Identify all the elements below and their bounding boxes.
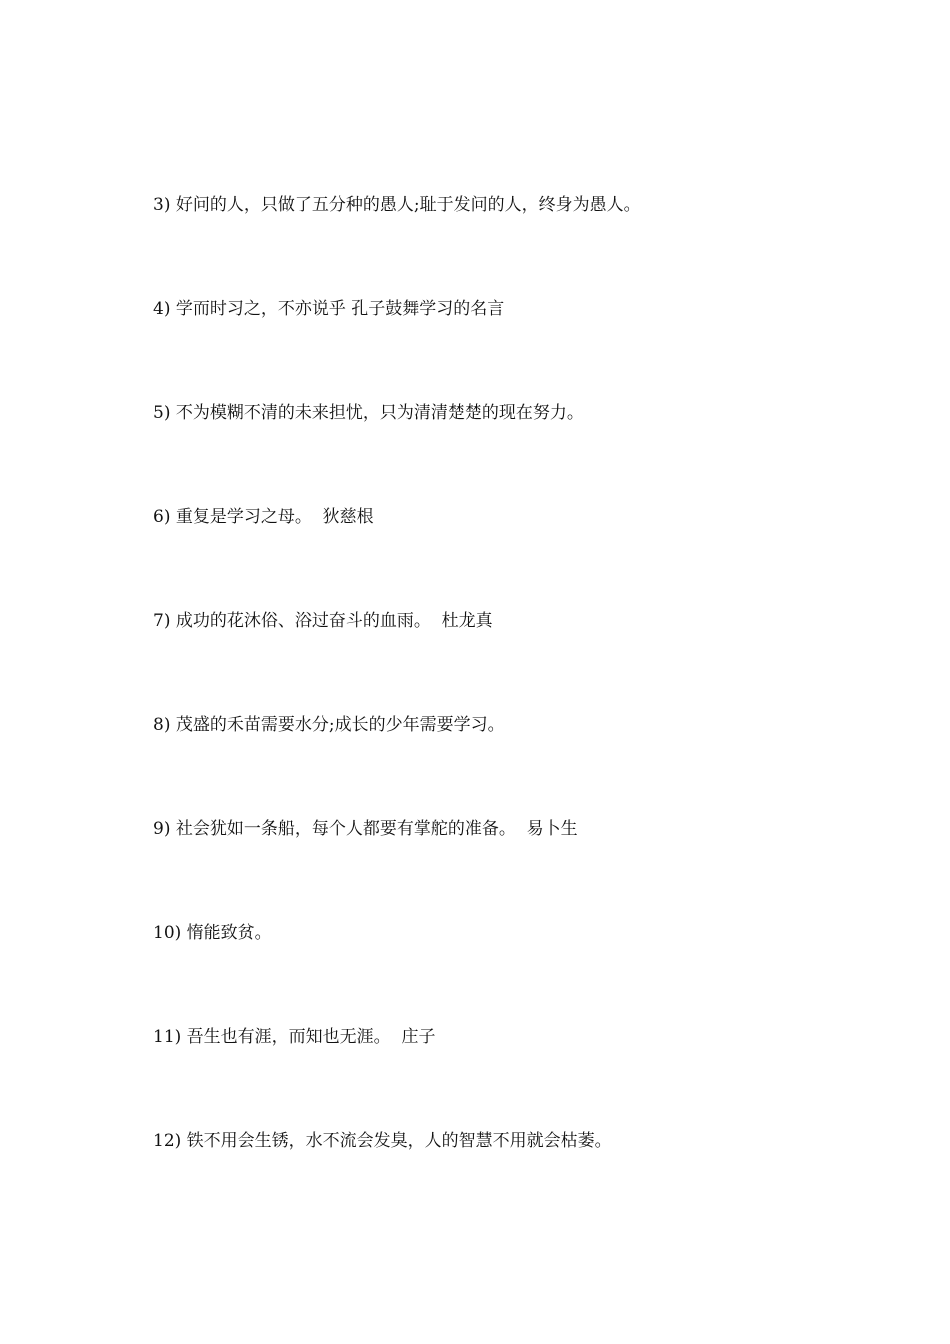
quote-item-8: 8) 茂盛的禾苗需要水分;成长的少年需要学习。 (153, 715, 505, 735)
quote-item-3: 3) 好问的人，只做了五分种的愚人;耻于发问的人，终身为愚人。 (153, 195, 641, 215)
quote-item-12: 12) 铁不用会生锈，水不流会发臭，人的智慧不用就会枯萎。 (153, 1131, 612, 1151)
quote-list (153, 193, 641, 1233)
quote-item-7: 7) 成功的花沐俗、浴过奋斗的血雨。 杜龙真 (153, 611, 493, 631)
quote-item-5: 5) 不为模糊不清的未来担忧，只为清清楚楚的现在努力。 (153, 403, 584, 423)
quote-item-6: 6) 重复是学习之母。 狄慈根 (153, 507, 374, 527)
quote-item-11: 11) 吾生也有涯，而知也无涯。 庄子 (153, 1027, 436, 1047)
quote-item-9: 9) 社会犹如一条船，每个人都要有掌舵的准备。 易卜生 (153, 819, 578, 839)
quote-item-4: 4) 学而时习之，不亦说乎 孔子鼓舞学习的名言 (153, 299, 505, 319)
quote-item-10: 10) 惰能致贫。 (153, 923, 272, 943)
